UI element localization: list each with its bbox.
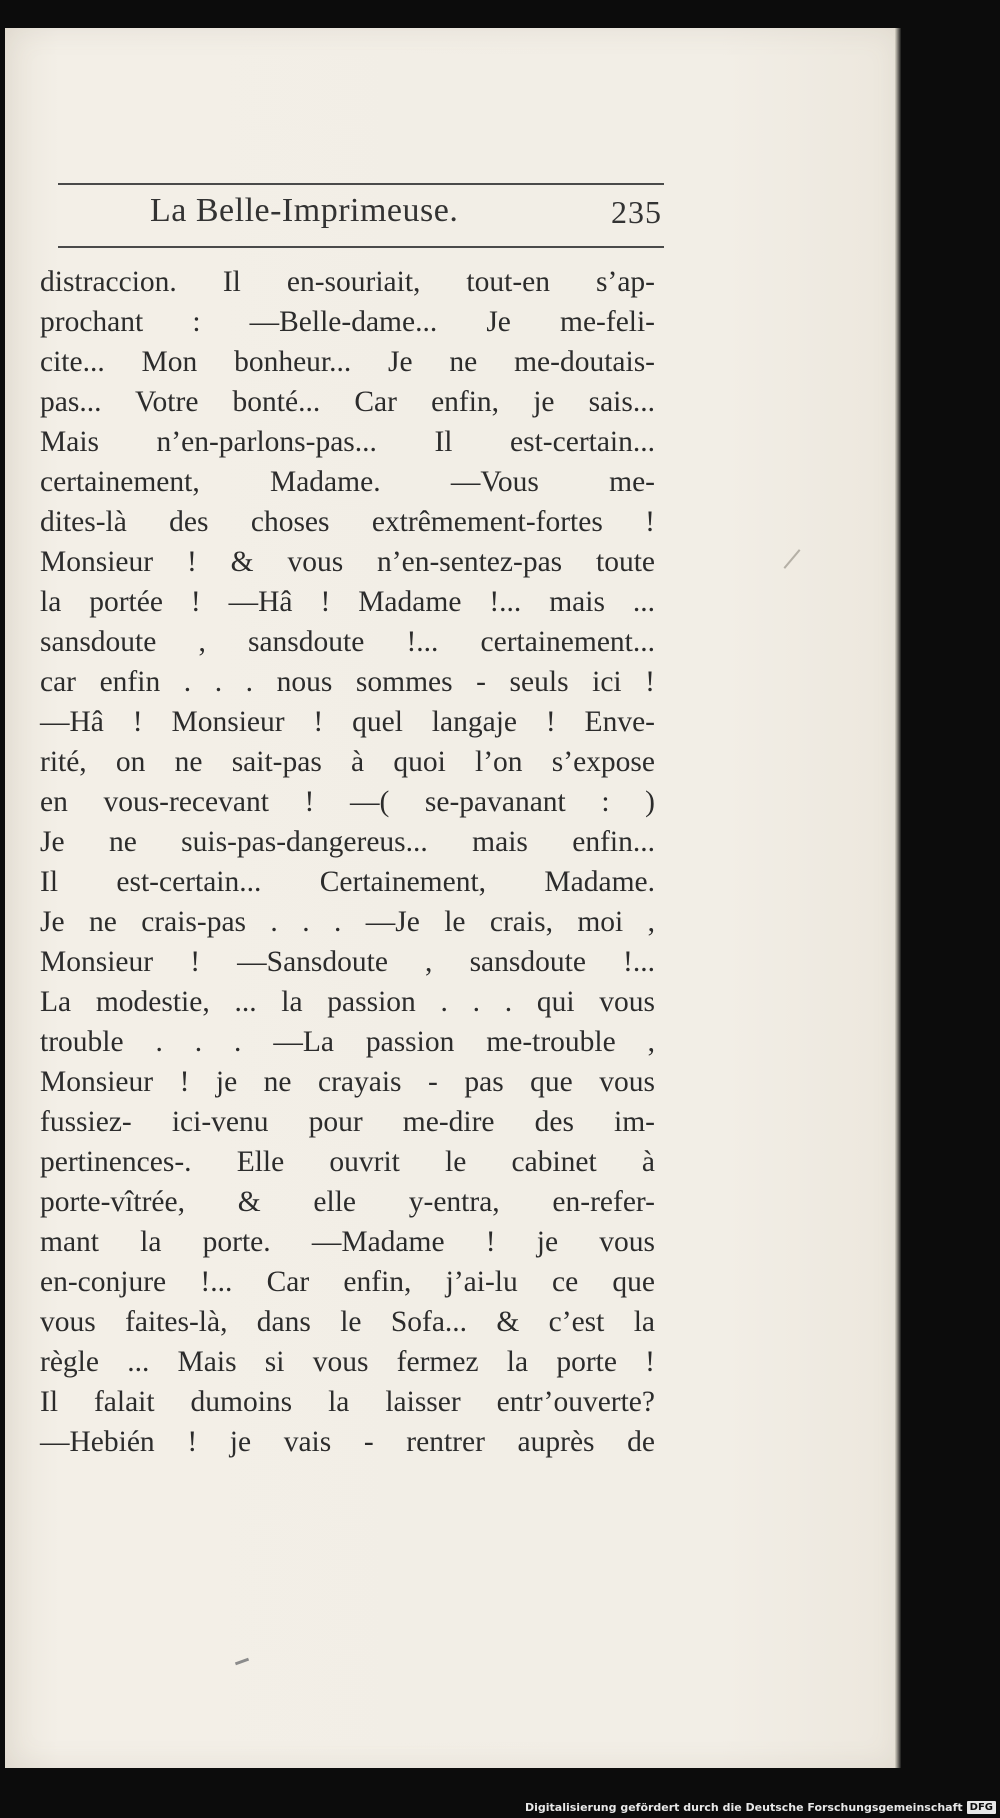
text-line: cite... Mon bonheur... Je ne me-doutais- — [40, 346, 655, 378]
header-rule-top — [58, 183, 664, 185]
text-line: prochant : —Belle-dame... Je me-feli- — [40, 306, 655, 338]
text-line: —Hebién ! je vais - rentrer auprès de — [40, 1426, 655, 1458]
digitization-credit — [525, 1798, 996, 1816]
text-line: Je ne crais-pas . . . —Je le crais, moi , — [40, 906, 655, 938]
text-line: règle ... Mais si vous fermez la porte ! — [40, 1346, 655, 1378]
page-number: 235 — [611, 194, 662, 230]
text-line: en-conjure !... Car enfin, j’ai-lu ce que — [40, 1266, 655, 1298]
text-line: porte-vîtrée, & elle y-entra, en-refer- — [40, 1186, 655, 1218]
text-line: Il falait dumoins la laisser entr’ouverte? — [40, 1386, 655, 1418]
text-line: dites-là des choses extrêmement-fortes ! — [40, 506, 655, 538]
text-line: pertinences-. Elle ouvrit le cabinet à — [40, 1146, 655, 1178]
text-line: distraccion. Il en-souriait, tout-en s’ap- — [40, 266, 655, 298]
body-text — [40, 262, 655, 1462]
page-edge — [895, 28, 901, 1768]
text-line: Monsieur ! —Sansdoute , sansdoute !... — [40, 946, 655, 978]
dfg-logo: DFG — [967, 1801, 996, 1814]
text-line: La modestie, ... la passion . . . qui vous — [40, 986, 655, 1018]
text-line: certainement, Madame. —Vous me- — [40, 466, 655, 498]
text-line: Je ne suis-pas-dangereus... mais enfin... — [40, 826, 655, 858]
text-line: en vous-recevant ! —( se-pavanant : ) — [40, 786, 655, 818]
text-line: Mais n’en-parlons-pas... Il est-certain... — [40, 426, 655, 458]
text-line: Monsieur ! & vous n’en-sentez-pas toute — [40, 546, 655, 578]
running-title: La Belle-Imprimeuse. — [150, 192, 459, 229]
text-line: trouble . . . —La passion me-trouble , — [40, 1026, 655, 1058]
text-line: Monsieur ! je ne crayais - pas que vous — [40, 1066, 655, 1098]
text-line: car enfin . . . nous sommes - seuls ici ! — [40, 666, 655, 698]
text-line: rité, on ne sait-pas à quoi l’on s’expose — [40, 746, 655, 778]
text-line: fussiez- ici-venu pour me-dire des im- — [40, 1106, 655, 1138]
header-rule-bottom — [58, 246, 664, 248]
text-line: pas... Votre bonté... Car enfin, je sais... — [40, 386, 655, 418]
text-line: mant la porte. —Madame ! je vous — [40, 1226, 655, 1258]
text-line: la portée ! —Hâ ! Madame !... mais ... — [40, 586, 655, 618]
text-line: sansdoute , sansdoute !... certainement... — [40, 626, 655, 658]
text-line: vous faites-là, dans le Sofa... & c’est la — [40, 1306, 655, 1338]
credit-text: Digitalisierung gefördert durch die Deutsche Forschungsgemeinschaft — [524, 1800, 963, 1814]
running-header — [58, 190, 664, 242]
text-line: Il est-certain... Certainement, Madame. — [40, 866, 655, 898]
text-line: —Hâ ! Monsieur ! quel langaje ! Enve- — [40, 706, 655, 738]
